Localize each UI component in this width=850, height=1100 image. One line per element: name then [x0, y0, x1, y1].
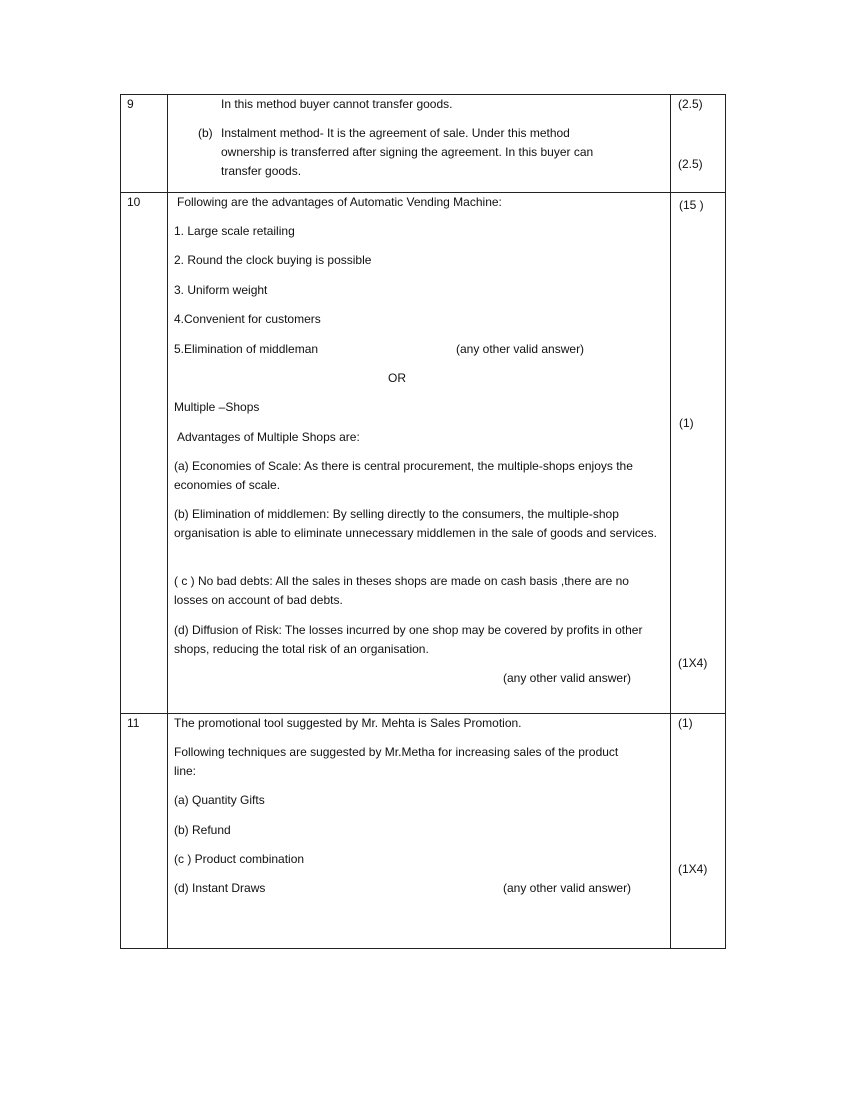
- row9-line-1: In this method buyer cannot transfer goods.: [221, 97, 453, 111]
- row10-point-b: (b) Elimination of middlemen: By selling directly to the consumers, the multiple-shop organisation is able to eliminate unnecessary middlemen in the sale of goods and services.: [174, 507, 657, 540]
- row10-any-other-2: (any other valid answer): [503, 671, 632, 685]
- row10-item-3: 3. Uniform weight: [174, 283, 268, 297]
- row10-mark-2: (1): [679, 416, 694, 430]
- row9-line-2: Instalment method- It is the agreement of sale. Under this method: [221, 126, 570, 140]
- column-divider-number: [167, 95, 168, 948]
- row11-item-b: (b) Refund: [174, 823, 231, 837]
- row9-item-b-label: (b): [198, 126, 213, 140]
- row11-line-1: The promotional tool suggested by Mr. Mehta is Sales Promotion.: [174, 716, 522, 730]
- row9-line-4: transfer goods.: [221, 164, 302, 178]
- row10-any-other-1: (any other valid answer): [456, 342, 585, 356]
- row10-subheading: Multiple –Shops: [174, 400, 260, 414]
- row9-line-3: ownership is transferred after signing the agreement. In this buyer can: [221, 145, 594, 159]
- row11-item-d: (d) Instant Draws: [174, 881, 266, 895]
- row11-mark-2: (1X4): [678, 862, 708, 876]
- row10-or: OR: [388, 371, 406, 385]
- question-number-10: 10: [127, 195, 141, 209]
- row10-point-c: ( c ) No bad debts: All the sales in theses shops are made on cash basis ,there are no losses on account of bad debts.: [174, 574, 629, 607]
- question-number-9: 9: [127, 97, 134, 111]
- row10-mark-3: (1X4): [678, 656, 708, 670]
- row10-item-4: 4.Convenient for customers: [174, 312, 321, 326]
- row9-mark-1: (2.5): [678, 97, 703, 111]
- row11-line-2: Following techniques are suggested by Mr.Metha for increasing sales of the product line:: [174, 745, 619, 778]
- row11-any-other: (any other valid answer): [503, 881, 632, 895]
- row11-item-a: (a) Quantity Gifts: [174, 793, 265, 807]
- row10-intro: Following are the advantages of Automatic Vending Machine:: [177, 195, 502, 209]
- row10-item-1: 1. Large scale retailing: [174, 224, 295, 238]
- row10-item-2: 2. Round the clock buying is possible: [174, 253, 372, 267]
- question-number-11: 11: [127, 716, 140, 730]
- column-divider-marks: [670, 95, 671, 948]
- row11-mark-1: (1): [678, 716, 693, 730]
- row11-item-c: (c ) Product combination: [174, 852, 305, 866]
- row9-mark-2: (2.5): [678, 157, 703, 171]
- row10-point-a: (a) Economies of Scale: As there is central procurement, the multiple-shops enjoys the economies of scale.: [174, 459, 633, 492]
- row10-advantages-heading: Advantages of Multiple Shops are:: [177, 430, 360, 444]
- row10-mark-1: (15 ): [679, 198, 704, 212]
- row10-point-d: (d) Diffusion of Risk: The losses incurred by one shop may be covered by profits in other shops, reducing the total risk of an organisation.: [174, 623, 643, 656]
- row10-item-5: 5.Elimination of middleman: [174, 342, 319, 356]
